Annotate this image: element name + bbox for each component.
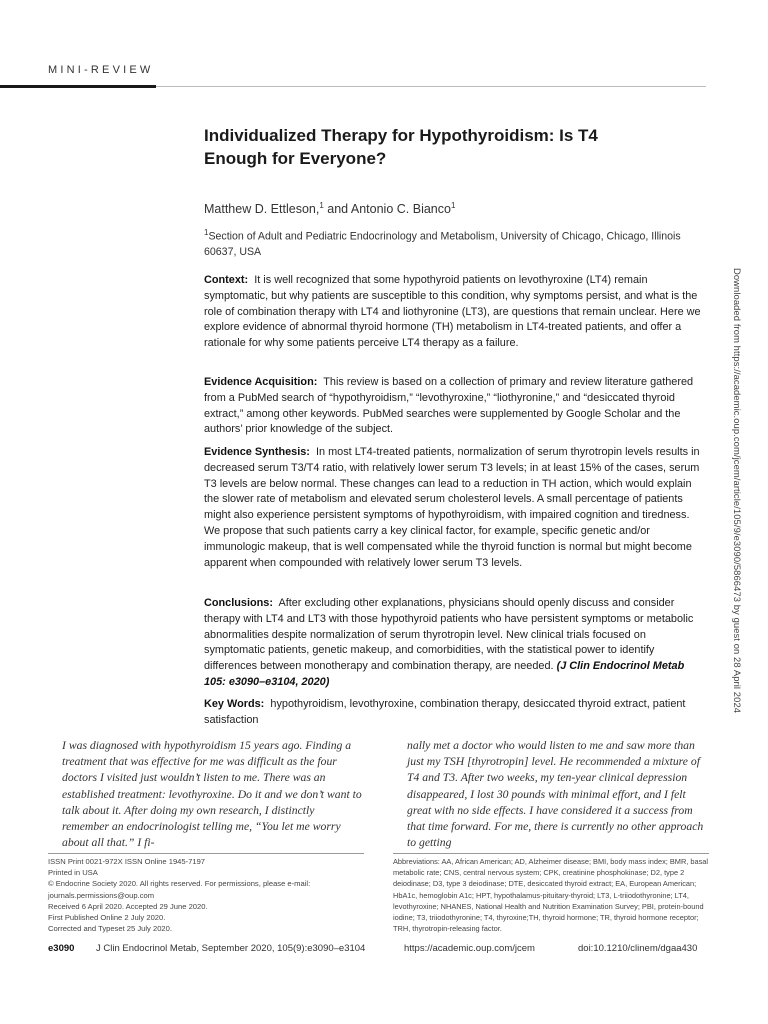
download-notice [728, 268, 743, 778]
patient-quote-left: I was diagnosed with hypothyroidism 15 years ago. Finding a treatment that was effective for me was difficult as the four doctors I visited just wouldn’t listen to me. There was an established treatment: levothyroxine. Do it and we don’t want to talk about it. After doing my own research, I distinctly remember an endocrinologist telling me, “You let me worry about all that.” I fi- [62, 739, 362, 850]
abstract-heading: Key Words: [204, 698, 265, 710]
abstract-text: It is well recognized that some hypothyroid patients on levothyroxine (LT4) remain symptomatic, but why patients are susceptible to this condition, why symptoms persist, and what is the role of combination therapy with LT4 and liothyronine (LT3), are questions that remain unclear. Here we explore evidence of abnormal thyroid hormone (TH) metabolism in LT4-treated patients, and offer a rationale for why some patients perceive LT4 therapy as a failure. [204, 274, 701, 350]
abstract-text: After excluding other explanations, physicians should openly discuss and consider therapy with LT4 and LT3 with those hypothyroid patients who have persistent symptoms or metabolic abnormalities despite normalization of serum thyrotropin level. New clinical trials focused on symptomatic patients, genetic makeup, and comorbidities, with the statistical power to identify differences between monotherapy and combination therapy, are needed. [204, 597, 694, 673]
affiliation-marker: 1 [450, 201, 456, 210]
abstract-heading: Evidence Acquisition: [204, 376, 318, 388]
article-title [204, 124, 684, 170]
publication-info [48, 856, 348, 934]
printed-line: Printed in USA [48, 868, 98, 878]
abstract-context [204, 273, 704, 352]
section-label: MINI-REVIEW [48, 64, 154, 76]
title-line-2: Enough for Everyone? [204, 149, 387, 168]
abstract-text: In most LT4-treated patients, normalization of serum thyrotropin levels results in decreased serum T3/T4 ratio, with relatively lower serum T3 levels; in at least 15% of the cases, serum T3 levels are below normal. These changes can lead to a reduction in TH action, which would explain the slower rate of metabolism and elevated serum cholesterol levels. A small percentage of patients might also experience persistent symptoms of hypothyroidism, with impaired cognition and tiredness. We propose that such patients carry a key clinical factor, for example, specific genetic and/or immunologic makeup, that is well compensated while the thyroid function is normal but might become apparent when compounded with relatively lower serum T3 levels. [204, 446, 700, 569]
affiliation-marker: 1 [319, 201, 324, 210]
copyright-line: © Endocrine Society 2020. All rights reserved. For permissions, please e-mail: journals.permissions@oup.com [48, 879, 311, 900]
received-line: Received 6 April 2020. Accepted 29 June 2020. [48, 901, 208, 911]
journal-citation: J Clin Endocrinol Metab, September 2020, 105(9):e3090–e3104 [96, 943, 366, 954]
affiliation [204, 225, 704, 260]
author-name: Matthew D. Ettleson, [204, 202, 320, 217]
abstract-keywords [204, 697, 704, 729]
corrected-line: Corrected and Typeset 25 July 2020. [48, 924, 172, 934]
author-name: and Antonio C. Bianco [323, 202, 451, 217]
abstract-citation: (J Clin Endocrinol Metab 105: e3090–e3104, 2020) [204, 660, 685, 688]
header-accent-rule [0, 85, 156, 88]
abstract-heading: Evidence Synthesis: [204, 446, 310, 458]
page-number: e3090 [48, 943, 75, 954]
footnote-rule-right [393, 853, 709, 854]
download-notice-text: Downloaded from https://academic.oup.com/jcem/article/105/9/e3090/5866473 by guest on 28 April 2024 [732, 268, 743, 714]
affiliation-marker: 1 [204, 228, 209, 237]
patient-quote-right: nally met a doctor who would listen to me and saw more than just my TSH [thyrotropin] level. He recommended a mixture of T4 and T3. After two weeks, my ten-year clinical depression disappeared, I lost 30 pounds with minimal effort, and I felt great with no side effects. I have considered it a success from that time forward. For me, there is currently no other approach to getting [407, 739, 704, 850]
abstract-conclusions [204, 596, 704, 691]
issn-line: ISSN Print 0021-972X ISSN Online 1945-7197 [48, 857, 206, 866]
author-list [204, 201, 455, 216]
abstract-heading: Conclusions: [204, 597, 273, 609]
abstract-heading: Context: [204, 274, 249, 286]
doi-link[interactable]: doi:10.1210/clinem/dgaa430 [578, 943, 698, 954]
first-published-line: First Published Online 2 July 2020. [48, 913, 166, 923]
title-line-1: Individualized Therapy for Hypothyroidism: Is T4 [204, 126, 598, 145]
keywords-text: hypothyroidism, levothyroxine, combination therapy, desiccated thyroid extract, patient satisfaction [204, 698, 686, 726]
affiliation-text: Section of Adult and Pediatric Endocrinology and Metabolism, University of Chicago, Chicago, Illinois 60637, USA [204, 230, 681, 258]
abstract-evidence-acquisition [204, 375, 704, 438]
footnote-rule-left [48, 853, 364, 854]
abbreviations: Abbreviations: AA, African American; AD, Alzheimer disease; BMI, body mass index; BMR, basal metabolic rate; CNS, central nervous system; CPK, creatinine phosphokinase; D2, type 2 deiodinase; D3, type 3 deiodinase; DTE, desiccated thyroid extract; EA, European American; HbA1c, hemoglobin A1c; HPT, hypothalamus-pituitary-thyroid; LT3, L-triiodothyronine; LT4, levothyroxine; NHANES, National Health and Nutrition Examination Survey; PBI, protein-bound iodine; T3, triiodothyronine; T4, thyroxine;TH, thyroid hormone; TR, thyroid hormone receptor; TRH, thyrotropin-releasing factor. [393, 857, 709, 934]
abstract-text: This review is based on a collection of primary and review literature gathered from a PubMed search of “hypothyroidism,” “levothyroxine,” “liothyronine,” and “desiccated thyroid extract,” among other keywords. PubMed searches were supplemented by Google Scholar and the authors’ prior knowledge of the subject. [204, 376, 694, 436]
journal-url-link[interactable]: https://academic.oup.com/jcem [404, 943, 535, 954]
abstract-evidence-synthesis [204, 445, 704, 571]
